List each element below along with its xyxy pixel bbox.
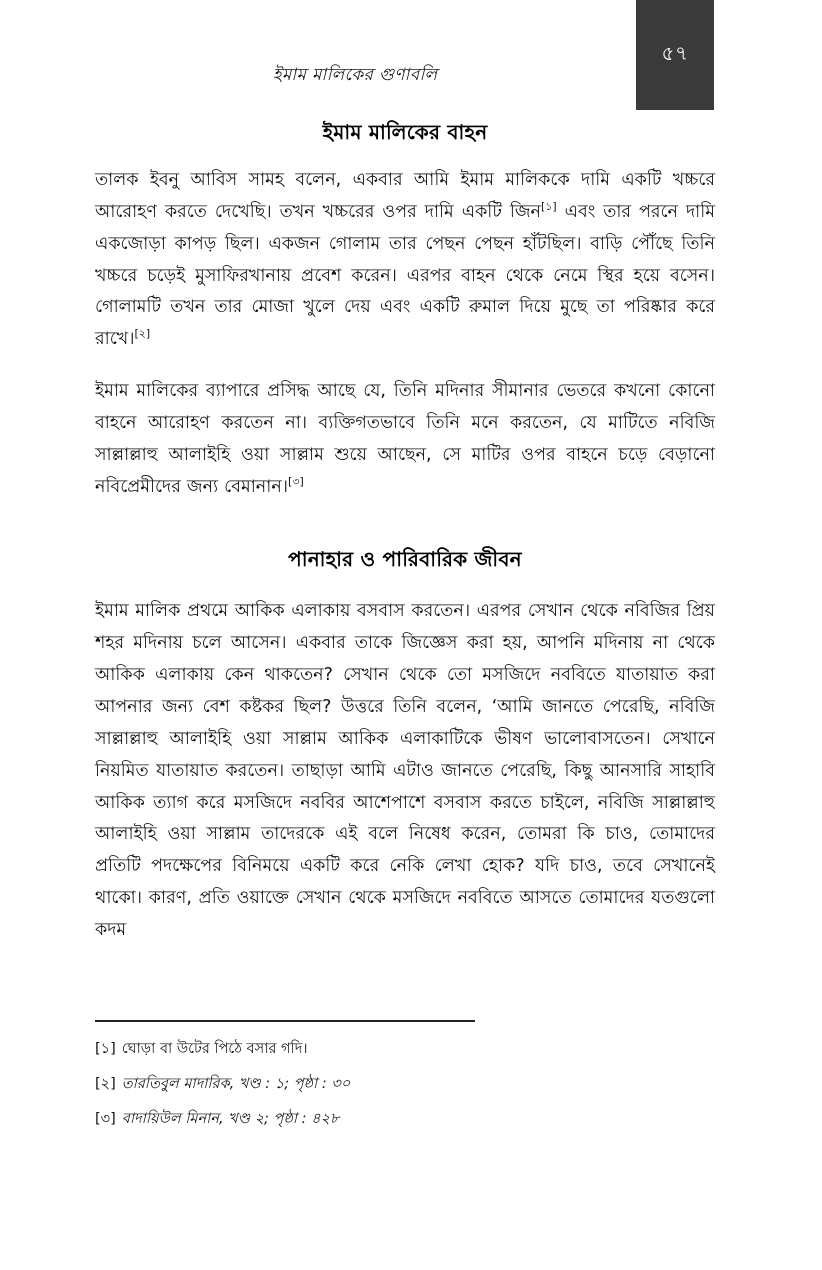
footnote-marker: [২] [95,1076,116,1093]
page-number-badge [636,0,714,110]
footnote-reference[interactable]: [২] [134,327,151,341]
paragraph [95,596,715,946]
footnote-item [95,1073,715,1096]
footnote-item [95,1038,715,1061]
footnote-marker: [১] [95,1041,116,1057]
footnote-text: বাদায়িউল মিনান, খণ্ড ২; পৃষ্ঠা : ৪২৮ [121,1111,340,1128]
paragraph-text: তালক ইবনু আবিস সামহ বলেন, একবার আমি ইমাম মালিককে দামি একটি খচ্চরে আরোহণ করতে দেখেছি। তখন খচ্চরের ওপর দামি একটি জিন [95,170,715,222]
footnote-text: ঘোড়া বা উটের পিঠে বসার গদি। [121,1041,308,1057]
paragraph-text-cont: এবং তার পরনে দামি একজোড়া কাপড় ছিল। একজন গোলাম তার পেছন পেছন হাঁটছিল। বাড়ি পৌঁছে তিনি খচ্চরে চড়েই মুসাফিরখানায় প্রবেশ করেন। এরপর বাহন থেকে নেমে স্থির হয়ে বসেন। গোলামটি তখন তার মোজা খুলে দেয় এবং একটি রুমাল দিয়ে মুছে তা পরিষ্কার করে রাখে। [95,201,715,350]
footnote-area [95,1020,715,1144]
paragraph [95,165,715,356]
footnote-reference[interactable]: [৩] [288,474,304,488]
paragraph-text: ইমাম মালিকের ব্যাপারে প্রসিদ্ধ আছে যে, তিনি মদিনার সীমানার ভেতরে কখনো কোনো বাহনে আরোহণ করতেন না। ব্যক্তিগতভাবে তিনি মনে করতেন, যে মাটিতে নবিজি সাল্লাল্লাহু আলাইহি ওয়া সাল্লাম শুয়ে আছেন, সে মাটির ওপর বাহনে চড়ে বেড়ানো নবিপ্রেমীদের জন্য বেমানান। [95,381,715,497]
paragraph [95,376,715,503]
footnote-reference[interactable]: [১] [540,200,557,214]
footnote-text: তারতিবুল মাদারিক, খণ্ড : ১; পৃষ্ঠা : ৩০ [121,1076,351,1093]
page-content [95,118,715,947]
footnote-item [95,1108,715,1131]
footnote-separator [95,1020,475,1022]
section-heading-1: ইমাম মালিকের বাহন [322,120,488,144]
footnote-marker: [৩] [95,1111,116,1128]
running-header-title: ইমাম মালিকের গুণাবলি [272,65,438,85]
paragraph-text: ইমাম মালিক প্রথমে আকিক এলাকায় বসবাস করতেন। এরপর সেখান থেকে নবিজির প্রিয় শহর মদিনায় চলে আসেন। একবার তাকে জিজ্ঞেস করা হয়, আপনি মদিনায় না থেকে আকিক এলাকায় কেন থাকতেন? সেখান থেকে তো মসজিদে নববিতে যাতায়াত করা আপনার জন্য বেশ কষ্টকর ছিল? উত্তরে তিনি বলেন, ‘আমি জানতে পেরেছি, নবিজি সাল্লাল্লাহু আলাইহি ওয়া সাল্লাম আকিক এলাকাটিকে ভীষণ ভালোবাসতেন। সেখানে নিয়মিত যাতায়াত করতেন। তাছাড়া আমি এটাও জানতে পেরেছি, কিছু আনসারি সাহাবি আকিক ত্যাগ করে মসজিদে নববির আশেপাশে বসবাস করতে চাইলে, নবিজি সাল্লাল্লাহু আলাইহি ওয়া সাল্লাম তাদেরকে এই বলে নিষেধ করেন, তোমরা কি চাও, তোমাদের প্রতিটি পদক্ষেপের বিনিময়ে একটি করে নেকি লেখা হোক? যদি চাও, তবে সেখানেই থাকো। কারণ, প্রতি ওয়াক্তে সেখান থেকে মসজিদে নববিতে আসতে তোমাদের যতগুলো কদম [95,601,715,940]
section-heading-2: পানাহার ও পারিবারিক জীবন [288,547,522,572]
page-number: ৫৭ [661,40,689,65]
